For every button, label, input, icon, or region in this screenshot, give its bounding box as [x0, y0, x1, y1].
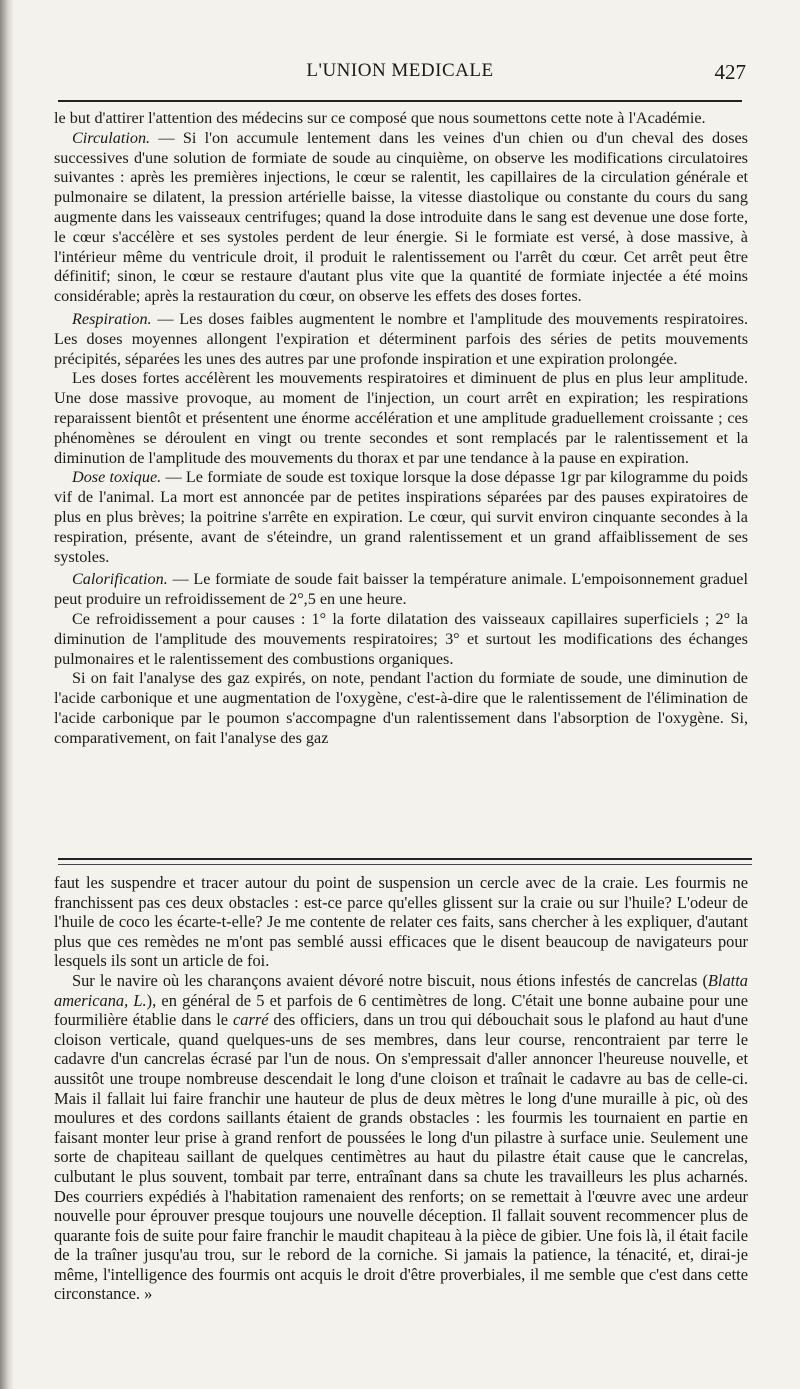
paragraph-calorification: [54, 570, 748, 610]
page-edge-shadow: [0, 0, 14, 1389]
section-lead-circulation: Circulation.: [72, 128, 151, 147]
header-rule: [58, 100, 742, 102]
paragraph-doses-fortes: Les doses fortes accélèrent les mouvements respiratoires et diminuent de plus en plus leur amplitude. Une dose massive provoque, au moment de l'injection, un court arrêt en expiration; les respirations reparaissent bientôt et présentent une énorme accélération et une amplitude graduellement croissante ; ces phénomènes se déroulent en vingt ou trente secondes et sont remplacés par le ralentissement et la diminution de l'amplitude des mouvements du thorax et par une tendance à la pause en expiration.: [54, 369, 748, 467]
cancrelas-text-part-3: des officiers, dans un trou qui débouchait sous le plafond au haut d'une cloison verticale, quand quelques-uns de ses membres, dans leur course, rencontraient par terre le cadavre d'un cancrelas écrasé par l'un de nous. On s'empressait d'aller annoncer l'heureuse nouvelle, et aussitôt une troupe nombreuse descendait le long d'une cloison et traînait le cadavre au bas de celle-ci. Mais il fallait lui faire franchir une hauteur de plus de deux mètres le long d'une muraille à pic, où des moulures et des cordons saillants étaient de grands obstacles : les fourmis les tournaient en partie en faisant monter leur prise à grand renfort de poussées le long d'un pilastre à surface unie. Seulement une sorte de chapiteau saillant de quelques centimètres au haut du pilastre était cause que le cancrelas, culbutant le plus souvent, tombait par terre, entraînant dans sa chute les travailleurs les plus acharnés. Des courriers expédiés à l'habitation ramenaient des renforts; on se remettait à l'œuvre avec une ardeur nouvelle pour éprouver presque toujours une nouvelle déception. Il fallait souvent recommencer plus de quarante fois de suite pour faire franchir le maudit chapiteau à la pièce de gibier. Une fois là, il était facile de la traîner jusqu'au trou, sur le rebord de la corniche. Si jamais la patience, la ténacité, et, dirai-je même, l'intelligence des fourmis ont acquis le droit d'être proverbiales, il me semble que c'est dans cette circonstance. »: [54, 1010, 749, 1304]
calorification-text: — Le formiate de soude fait baisser la température animale. L'empoisonnement graduel peut produire un refroidissement de 2°,5 en une heure.: [54, 570, 748, 609]
paragraph-respiration: [54, 310, 748, 369]
article-top-section: [54, 109, 748, 749]
species-name: Blatta americana, L.: [54, 970, 748, 1010]
paragraph-fourmis-obstacles: faut les suspendre et tracer autour du point de suspension un cercle avec de la craie. Les fourmis ne franchissent pas ces deux obstacles : est-ce parce qu'elles glissent sur la craie ou sur l'huile? L'odeur de l'huile de coco les écarte-t-elle? Je me contente de relater ces faits, sans chercher à les expliquer, d'autant plus que ces remèdes ne m'ont pas semblé aussi efficaces que le disent beaucoup de navigateurs pour lesquels ils sont un article de foi.: [54, 873, 748, 971]
page-header: [54, 60, 746, 90]
paragraph-cancrelas: [54, 971, 748, 1304]
section-divider-rule: [58, 858, 752, 865]
cancrelas-text-part-2: ), en général de 5 et parfois de 6 centimètres de long. C'était une bonne aubaine pour une fourmilière établie dans le: [54, 990, 748, 1030]
section-lead-calorification: Calorification.: [72, 570, 168, 589]
respiration-text: — Les doses faibles augmentent le nombre et l'amplitude des mouvements respiratoires. Les doses moyennes allongent l'expiration et déterminent parfois des séries de petits mouvements précipités, séparées les unes des autres par une profonde inspiration et une expiration prolongée.: [54, 309, 748, 368]
section-lead-respiration: Respiration.: [72, 309, 152, 328]
page-number: 427: [714, 60, 746, 84]
running-head: L'UNION MEDICALE: [306, 60, 494, 81]
dose-toxique-text: — Le formiate de soude est toxique lorsque la dose dépasse 1gr par kilogramme du poids vif de l'animal. La mort est annoncée par de petites inspirations séparées par des pauses expiratoires de plus en plus brèves; la poitrine s'arrête en expiration. Le cœur, qui survit environ cinquante secondes à la respiration, présente, avant de s'éteindre, un grand ralentissement et un grand affaiblissement de ses systoles.: [54, 468, 748, 566]
cancrelas-text-part-1: Sur le navire où les charançons avaient dévoré notre biscuit, nous étions infestés de cancrelas (: [72, 970, 708, 990]
paragraph-gaz: Si on fait l'analyse des gaz expirés, on note, pendant l'action du formiate de soude, une diminution de l'acide carbonique et une augmentation de l'oxygène, c'est-à-dire que le ralentissement de l'élimination de l'acide carbonique par le poumon s'accompagne d'un ralentissement dans l'absorption de l'oxygène. Si, comparativement, on fait l'analyse des gaz: [54, 669, 748, 747]
circulation-text: — Si l'on accumule lentement dans les veines d'un chien ou d'un cheval des doses successives d'une solution de formiate de soude au cinquième, on observe les modifications circulatoires suivantes : après les premières injections, le cœur se ralentit, les capillaires de la circulation générale et pulmonaire se dilatent, la pression artérielle baisse, la vitesse diastolique ou constante du cours du sang augmente dans les vaisseaux centrifuges; quand la dose introduite dans le sang est devenue une dose forte, le cœur s'accélère et ses systoles perdent de leur énergie. Si le formiate est versé, à dose massive, à l'intérieur même du ventricule droit, il produit le ralentissement ou l'arrêt du cœur. Cet arrêt peut être définitif; sinon, le cœur se restaure d'autant plus vite que la quantité de formiate injectée a été moins considérable; après la restauration du cœur, on observe les effets des doses fortes.: [54, 128, 748, 306]
paragraph-refroidissement: Ce refroidissement a pour causes : 1° la forte dilatation des vaisseaux capillaires superficiels ; 2° la diminution de l'amplitude des mouvements respiratoires; 3° et surtout les modifications des échanges pulmonaires et le ralentissement des combustions organiques.: [54, 609, 748, 668]
article-bottom-section: [54, 873, 748, 1304]
section-lead-dose-toxique: Dose toxique.: [72, 468, 162, 487]
paragraph-dose-toxique: [54, 468, 748, 567]
paragraph-intro: le but d'attirer l'attention des médecins sur ce composé que nous soumettons cette note à l'Académie.: [54, 109, 706, 127]
carre-term: carré: [232, 1010, 269, 1030]
paragraph-circulation: [54, 129, 748, 307]
